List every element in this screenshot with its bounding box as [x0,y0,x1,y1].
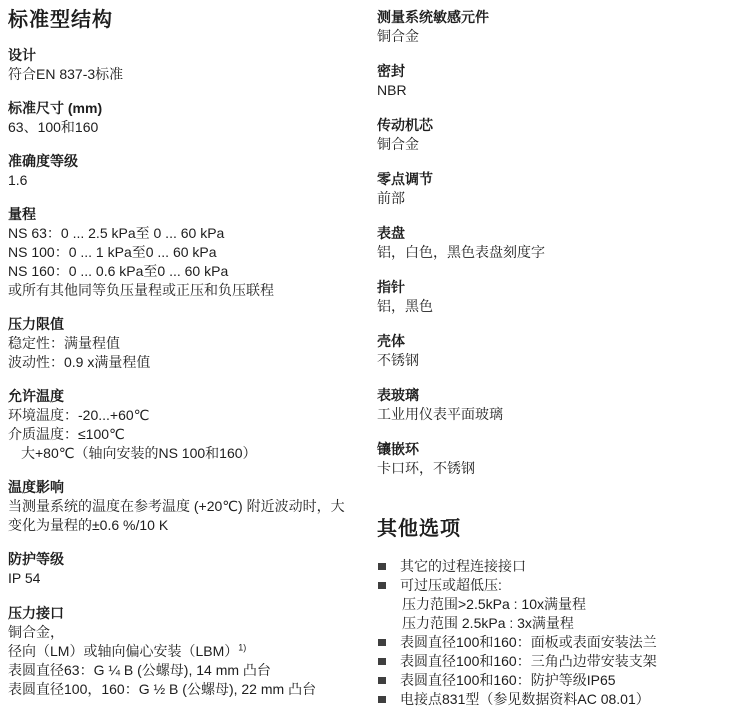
footnote-mark: 1) [238,642,247,653]
spec-heading: 表盘 [377,225,405,241]
section-accuracy-class [8,152,370,190]
spec-value: 工业用仪表平面玻璃 [377,406,503,422]
option-text: 可过压或超低压: [400,577,502,593]
option-item-continuation [377,595,743,614]
left-column [8,8,370,714]
spec-heading: 量程 [8,206,36,222]
spec-value: IP 54 [8,570,41,586]
spec-heading: 标准尺寸 (mm) [8,100,103,116]
spec-value: NBR [377,82,407,98]
option-item [377,690,743,709]
spec-value: 当测量系统的温度在参考温度 (+20℃) 附近波动时，大 [8,498,345,514]
right-column [377,8,743,709]
page-title: 标准型结构 [8,9,113,31]
spec-heading: 密封 [377,63,405,79]
spec-heading: 零点调节 [377,171,433,187]
option-item [377,633,743,652]
section-standard-size [8,99,370,137]
spec-heading: 测量系统敏感元件 [377,9,489,25]
section-dial [377,224,743,262]
section-pressure-connection [8,604,370,699]
section-temperature-effect [8,478,370,535]
bullet-square-icon [378,639,386,646]
bullet-square-icon [378,696,386,703]
section-permissible-temperature [8,387,370,463]
spec-value: NS 63：0 ... 2.5 kPa至 0 ... 60 kPa [8,225,225,241]
section-sealing [377,62,743,100]
section-sensing-element [377,8,743,46]
spec-heading: 镶嵌环 [377,441,419,457]
spec-value-text: 径向（LM）或轴向偏心安装（LBM） [8,643,239,659]
options-title: 其他选项 [377,518,461,540]
option-text: 压力范围 2.5kPa : 3x满量程 [402,615,574,631]
section-ingress-protection [8,550,370,588]
spec-value: 铝，白色，黑色表盘刻度字 [377,244,545,260]
spec-value: 铜合金 [377,28,419,44]
spec-value: 铜合金 [377,136,419,152]
spec-heading: 传动机芯 [377,117,433,133]
spec-value: 铝，黑色 [377,298,433,314]
bullet-square-icon [378,677,386,684]
section-zero-adjustment [377,170,743,208]
section-scale-range [8,205,370,300]
spec-heading: 壳体 [377,333,405,349]
spec-value: 表圆直径100，160：G ½ B (公螺母), 22 mm 凸台 [8,681,317,697]
section-ring [377,440,743,478]
option-item [377,652,743,671]
option-item [377,576,743,595]
option-text: 表圆直径100和160：防护等级IP65 [400,672,616,688]
spec-heading: 表玻璃 [377,387,419,403]
spec-heading: 允许温度 [8,388,64,404]
bullet-square-icon [378,563,386,570]
option-text: 压力范围>2.5kPa : 10x满量程 [402,596,587,612]
spec-heading: 压力接口 [8,605,64,621]
section-movement [377,116,743,154]
spec-value: 或所有其他同等负压量程或正压和负压联程 [8,282,274,298]
section-design [8,46,370,84]
spec-value: 变化为量程的±0.6 %/10 K [8,517,169,533]
spec-heading: 防护等级 [8,551,64,567]
spec-value: 1.6 [8,172,28,188]
option-text: 表圆直径100和160：面板或表面安装法兰 [400,634,657,650]
spec-value: 稳定性：满量程值 [8,335,120,351]
option-text: 表圆直径100和160：三角凸边带安装支架 [400,653,657,669]
spec-value: 前部 [377,190,405,206]
bullet-square-icon [378,582,386,589]
spec-heading: 温度影响 [8,479,64,495]
spec-value: 波动性：0.9 x满量程值 [8,354,151,370]
spec-value: 不锈钢 [377,352,419,368]
spec-value: NS 100：0 ... 1 kPa至0 ... 60 kPa [8,244,217,260]
spec-value: 符合EN 837-3标准 [8,66,124,82]
spec-value: 63、100和160 [8,119,99,135]
section-pointer [377,278,743,316]
bullet-square-icon [378,658,386,665]
spec-value: 环境温度：-20...+60℃ [8,407,150,423]
spec-value: 大+80℃（轴向安装的NS 100和160） [21,445,257,461]
spec-heading: 压力限值 [8,316,64,332]
spec-heading: 准确度等级 [8,153,78,169]
spec-value: 介质温度：≤100℃ [8,426,125,442]
spec-value [8,642,370,661]
option-item [377,557,743,576]
spec-value: 铜合金， [8,624,64,640]
spec-value: 表圆直径63：G ¼ B (公螺母), 14 mm 凸台 [8,662,271,678]
option-item-continuation [377,614,743,633]
spec-heading: 设计 [8,47,36,63]
option-text: 电接点831型（参见数据资料AC 08.01） [400,691,650,707]
section-case [377,332,743,370]
spec-value: 卡口环，不锈钢 [377,460,475,476]
section-window [377,386,743,424]
section-pressure-limit [8,315,370,372]
spec-heading: 指针 [377,279,405,295]
option-text: 其它的过程连接接口 [400,558,526,574]
spec-value: NS 160：0 ... 0.6 kPa至0 ... 60 kPa [8,263,229,279]
option-item [377,671,743,690]
